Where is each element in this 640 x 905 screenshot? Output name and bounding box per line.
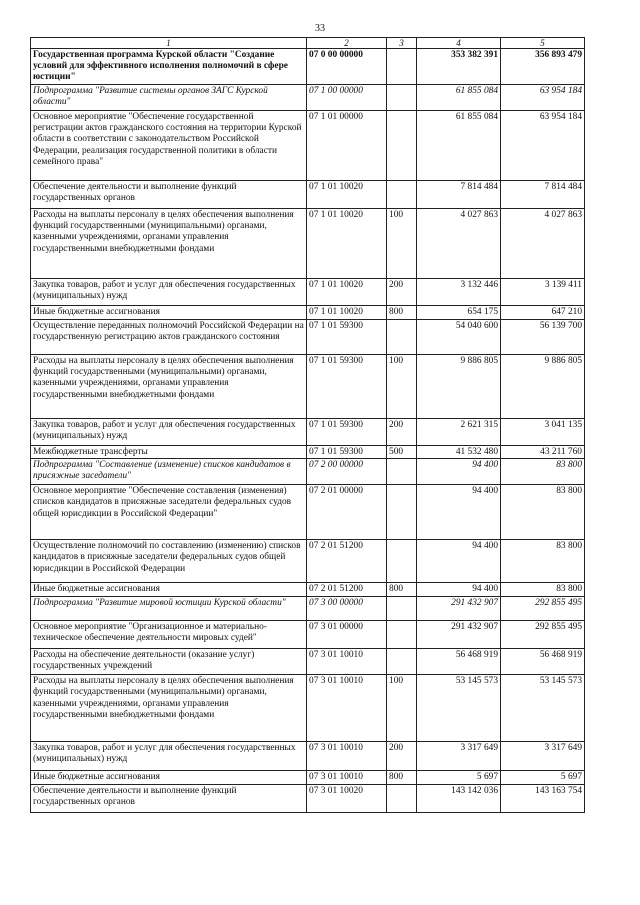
row-name-cell: Обеспечение деятельности и выполнение функций государственных органов: [31, 181, 307, 209]
row-amount-1-cell: 3 317 649: [417, 742, 501, 771]
row-expense-type-cell: [387, 540, 417, 583]
row-name-cell: Основное мероприятие "Организационное и материально-техническое обеспечение деятельности мировых судей": [31, 621, 307, 649]
table-row: [31, 540, 585, 583]
row-code-cell: 07 1 01 59300: [307, 446, 387, 459]
row-code-cell: 07 1 00 00000: [307, 85, 387, 111]
row-expense-type-cell: 100: [387, 675, 417, 742]
table-row: [31, 485, 585, 540]
row-code-cell: 07 3 01 10010: [307, 742, 387, 771]
header-cell-expense-type: 3: [387, 38, 417, 49]
row-name-cell: Расходы на выплаты персоналу в целях обеспечения выполнения функций государственными (муниципальными) органами, казенными учреждениями, органами управления государственными внебюджетными фондами: [31, 675, 307, 742]
row-name-cell: Закупка товаров, работ и услуг для обеспечения государственных (муниципальных) нужд: [31, 279, 307, 306]
row-expense-type-cell: [387, 111, 417, 181]
row-code-cell: 07 3 01 00000: [307, 621, 387, 649]
row-amount-1-cell: 9 886 805: [417, 355, 501, 419]
budget-table: [30, 37, 585, 813]
row-code-cell: 07 2 01 51200: [307, 583, 387, 597]
row-expense-type-cell: 100: [387, 355, 417, 419]
table-row: [31, 675, 585, 742]
row-amount-2-cell: 53 145 573: [501, 675, 585, 742]
row-expense-type-cell: [387, 181, 417, 209]
table-row: [31, 49, 585, 85]
row-amount-1-cell: 61 855 084: [417, 85, 501, 111]
row-expense-type-cell: [387, 459, 417, 485]
budget-table-body: [31, 38, 585, 813]
row-amount-1-cell: 5 697: [417, 771, 501, 785]
row-name-cell: Подпрограмма "Составление (изменение) списков кандидатов в присяжные заседатели": [31, 459, 307, 485]
row-amount-2-cell: 9 886 805: [501, 355, 585, 419]
row-expense-type-cell: [387, 485, 417, 540]
table-row: [31, 320, 585, 355]
row-expense-type-cell: 800: [387, 583, 417, 597]
row-expense-type-cell: 500: [387, 446, 417, 459]
row-name-cell: Закупка товаров, работ и услуг для обеспечения государственных (муниципальных) нужд: [31, 419, 307, 446]
row-expense-type-cell: [387, 785, 417, 813]
row-name-cell: Подпрограмма "Развитие системы органов ЗАГС Курской области": [31, 85, 307, 111]
row-name-cell: Закупка товаров, работ и услуг для обеспечения государственных (муниципальных) нужд: [31, 742, 307, 771]
row-amount-2-cell: 63 954 184: [501, 111, 585, 181]
row-expense-type-cell: 200: [387, 279, 417, 306]
row-name-cell: Межбюджетные трансферты: [31, 446, 307, 459]
row-amount-1-cell: 53 145 573: [417, 675, 501, 742]
row-amount-2-cell: 83 800: [501, 459, 585, 485]
table-row: [31, 583, 585, 597]
row-amount-2-cell: 83 800: [501, 583, 585, 597]
row-amount-1-cell: 3 132 446: [417, 279, 501, 306]
row-code-cell: 07 1 01 59300: [307, 355, 387, 419]
row-amount-2-cell: 356 893 479: [501, 49, 585, 85]
row-amount-1-cell: 61 855 084: [417, 111, 501, 181]
table-row: [31, 111, 585, 181]
row-expense-type-cell: 200: [387, 742, 417, 771]
row-expense-type-cell: 200: [387, 419, 417, 446]
row-code-cell: 07 1 01 10020: [307, 306, 387, 320]
row-expense-type-cell: [387, 49, 417, 85]
row-code-cell: 07 1 01 00000: [307, 111, 387, 181]
table-row: [31, 419, 585, 446]
row-code-cell: 07 3 01 10010: [307, 649, 387, 675]
row-amount-2-cell: 292 855 495: [501, 621, 585, 649]
row-amount-1-cell: 353 382 391: [417, 49, 501, 85]
row-amount-2-cell: 43 211 760: [501, 446, 585, 459]
row-name-cell: Подпрограмма "Развитие мировой юстиции Курской области": [31, 597, 307, 621]
row-name-cell: Осуществление переданных полномочий Российской Федерации на государственную регистрацию актов гражданского состояния: [31, 320, 307, 355]
row-amount-1-cell: 291 432 907: [417, 621, 501, 649]
table-row: [31, 85, 585, 111]
row-name-cell: Осуществление полномочий по составлению (изменению) списков кандидатов в присяжные заседатели федеральных судов общей юрисдикции в Российской Федерации: [31, 540, 307, 583]
row-amount-1-cell: 94 400: [417, 485, 501, 540]
row-amount-1-cell: 41 532 480: [417, 446, 501, 459]
row-amount-1-cell: 7 814 484: [417, 181, 501, 209]
row-name-cell: Основное мероприятие "Обеспечение государственной регистрации актов гражданского состояния на территории Курской области в соответствии с законодательством Российской Федерации, реализация государственной политики в области семейного права": [31, 111, 307, 181]
row-amount-1-cell: 94 400: [417, 540, 501, 583]
row-amount-1-cell: 291 432 907: [417, 597, 501, 621]
row-code-cell: 07 1 01 59300: [307, 320, 387, 355]
row-amount-1-cell: 2 621 315: [417, 419, 501, 446]
row-code-cell: 07 2 01 51200: [307, 540, 387, 583]
row-name-cell: Иные бюджетные ассигнования: [31, 771, 307, 785]
row-amount-1-cell: 143 142 036: [417, 785, 501, 813]
row-expense-type-cell: 100: [387, 209, 417, 279]
row-expense-type-cell: [387, 621, 417, 649]
table-row: [31, 306, 585, 320]
row-amount-1-cell: 4 027 863: [417, 209, 501, 279]
table-row: [31, 597, 585, 621]
row-code-cell: 07 1 01 10020: [307, 181, 387, 209]
row-amount-2-cell: 7 814 484: [501, 181, 585, 209]
header-cell-name: 1: [31, 38, 307, 49]
row-code-cell: 07 1 01 10020: [307, 279, 387, 306]
row-code-cell: 07 2 01 00000: [307, 485, 387, 540]
table-row: [31, 649, 585, 675]
table-header-row: [31, 38, 585, 49]
table-row: [31, 209, 585, 279]
row-expense-type-cell: 800: [387, 771, 417, 785]
row-amount-2-cell: 143 163 754: [501, 785, 585, 813]
header-cell-code: 2: [307, 38, 387, 49]
table-row: [31, 279, 585, 306]
row-amount-2-cell: 56 139 700: [501, 320, 585, 355]
row-name-cell: Расходы на обеспечение деятельности (оказание услуг) государственных учреждений: [31, 649, 307, 675]
row-amount-2-cell: 4 027 863: [501, 209, 585, 279]
row-expense-type-cell: [387, 320, 417, 355]
row-amount-2-cell: 3 317 649: [501, 742, 585, 771]
table-row: [31, 459, 585, 485]
row-amount-2-cell: 3 041 135: [501, 419, 585, 446]
row-name-cell: Иные бюджетные ассигнования: [31, 306, 307, 320]
row-amount-2-cell: 3 139 411: [501, 279, 585, 306]
header-cell-amount-2: 5: [501, 38, 585, 49]
row-code-cell: 07 3 01 10010: [307, 771, 387, 785]
row-name-cell: Основное мероприятие "Обеспечение составления (изменения) списков кандидатов в присяжные заседатели федеральных судов общей юрисдикции в Российской Федерации": [31, 485, 307, 540]
row-code-cell: 07 3 00 00000: [307, 597, 387, 621]
row-code-cell: 07 0 00 00000: [307, 49, 387, 85]
table-row: [31, 621, 585, 649]
row-amount-1-cell: 94 400: [417, 459, 501, 485]
row-amount-1-cell: 56 468 919: [417, 649, 501, 675]
row-amount-2-cell: 83 800: [501, 485, 585, 540]
row-amount-2-cell: 292 855 495: [501, 597, 585, 621]
row-code-cell: 07 1 01 10020: [307, 209, 387, 279]
row-code-cell: 07 1 01 59300: [307, 419, 387, 446]
header-cell-amount-1: 4: [417, 38, 501, 49]
row-name-cell: Государственная программа Курской области "Создание условий для эффективного исполнения полномочий в сфере юстиции": [31, 49, 307, 85]
row-code-cell: 07 2 00 00000: [307, 459, 387, 485]
row-amount-2-cell: 5 697: [501, 771, 585, 785]
row-name-cell: Расходы на выплаты персоналу в целях обеспечения выполнения функций государственными (муниципальными) органами, казенными учреждениями, органами управления государственными внебюджетными фондами: [31, 355, 307, 419]
row-code-cell: 07 3 01 10020: [307, 785, 387, 813]
table-row: [31, 446, 585, 459]
row-amount-2-cell: 647 210: [501, 306, 585, 320]
row-expense-type-cell: [387, 597, 417, 621]
row-amount-1-cell: 94 400: [417, 583, 501, 597]
row-code-cell: 07 3 01 10010: [307, 675, 387, 742]
page-number: 33: [315, 23, 325, 34]
table-row: [31, 771, 585, 785]
row-amount-1-cell: 54 040 600: [417, 320, 501, 355]
table-row: [31, 785, 585, 813]
row-name-cell: Обеспечение деятельности и выполнение функций государственных органов: [31, 785, 307, 813]
row-amount-2-cell: 56 468 919: [501, 649, 585, 675]
table-row: [31, 181, 585, 209]
row-name-cell: Расходы на выплаты персоналу в целях обеспечения выполнения функций государственными (муниципальными) органами, казенными учреждениями, органами управления государственными внебюджетными фондами: [31, 209, 307, 279]
row-amount-2-cell: 63 954 184: [501, 85, 585, 111]
row-amount-1-cell: 654 175: [417, 306, 501, 320]
row-expense-type-cell: [387, 85, 417, 111]
row-expense-type-cell: 800: [387, 306, 417, 320]
row-expense-type-cell: [387, 649, 417, 675]
row-amount-2-cell: 83 800: [501, 540, 585, 583]
table-row: [31, 355, 585, 419]
row-name-cell: Иные бюджетные ассигнования: [31, 583, 307, 597]
table-row: [31, 742, 585, 771]
